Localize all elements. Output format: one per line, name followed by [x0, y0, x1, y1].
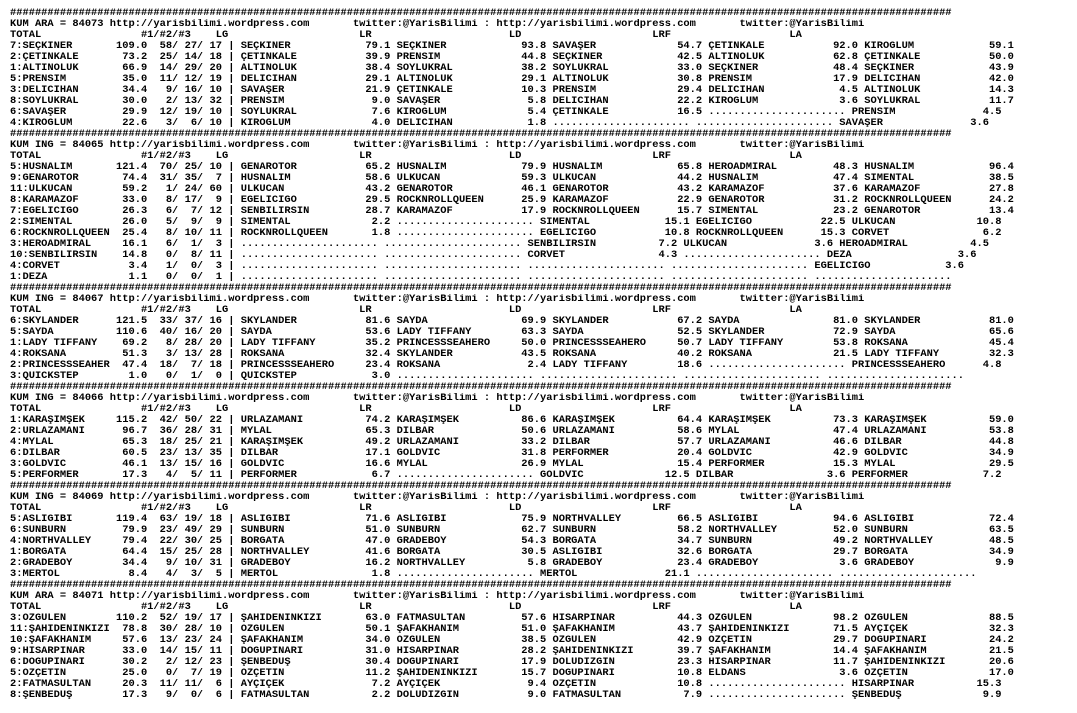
race-header-line: KUM ARA = 84071 http://yarisbilimi.wordpress.com twitter:@YarisBilimi : http://yarisbilimi.wordpress.com twitter:@YarisBilimi [10, 591, 865, 602]
horse-row-line: 6:SAVAŞER 29.9 12/ 19/ 10 | SOYLUKRAL 7.6 KIROĞLUM 5.4 ÇETİNKALE 16.5 ...................... PRENSİM 4.5 [10, 107, 1002, 118]
horse-row-line: 8:SOYLUKRAL 30.0 2/ 13/ 32 | PRENSİM 9.0 SAVAŞER 5.8 DELİCİHAN 22.2 KIROĞLUM 3.6 SOYLUKRAL 11.7 [10, 96, 1014, 107]
horse-row-line: 4:KIROĞLUM 22.6 3/ 6/ 10 | KIROĞLUM 4.0 DELİCİHAN 1.8 ...................... ...................... SAVAŞER 3.6 [10, 118, 989, 129]
horse-row-line: 4:CORVET 3.4 1/ 0/ 3 | ...................... ...................... ...................... ...................... EGELİCİGO 3.6 [10, 261, 965, 272]
horse-row-line: 2:SİMENTAL 26.0 5/ 9/ 9 | SİMENTAL 2.2 ...................... SİMENTAL 15.1 EGELİCİGO 22.5 ÜLKÜCAN 10.8 [10, 217, 1002, 228]
column-header-line: TOTAL #1/#2/#3 LG LR LD LRF LA [10, 305, 802, 316]
horse-row-line: 2:GRADEBOY 34.4 9/ 10/ 31 | GRADEBOY 16.2 NORTHVALLEY 5.8 GRADEBOY 23.4 GRADEBOY 3.6 GRADEBOY 9.9 [10, 558, 1014, 569]
horse-row-line: 5:ASLIGIBI 119.4 63/ 19/ 18 | ASLIGIBI 71.6 ASLIGIBI 75.9 NORTHVALLEY 66.5 ASLIGIBI 94.6 ASLIGIBI 72.4 [10, 514, 1014, 525]
horse-row-line: 10:ŞAFAKHANIM 57.6 13/ 23/ 24 | ŞAFAKHANIM 34.0 ÖZGÜLEN 38.5 ÖZGÜLEN 42.9 ÖZÇETİN 29.7 DOĞUPINARI 24.2 [10, 635, 1014, 646]
horse-row-line: 3:QUICKSTEP 1.0 0/ 1/ 0 | QUICKSTEP 3.0 ...................... ...................... ...................... ...................... [10, 371, 965, 382]
horse-row-line: 2:URLAZAMANI 96.7 36/ 28/ 31 | MYLAL 65.3 DİLBAR 50.6 URLAZAMANI 58.6 MYLAL 47.4 URLAZAMANI 53.8 [10, 426, 1014, 437]
horse-row-line: 10:SENBİLİRSİN 14.8 0/ 8/ 11 | ...................... ...................... CORVET 4.3 ...................... DEZA 3.6 [10, 250, 977, 261]
horse-row-line: 4:MYLAL 65.3 18/ 25/ 21 | KARAŞİMŞEK 49.2 URLAZAMANI 33.2 DİLBAR 57.7 URLAZAMANI 46.6 DİLBAR 44.8 [10, 437, 1014, 448]
horse-row-line: 3:ÖZGÜLEN 110.2 52/ 19/ 17 | ŞAHİDENİNKİZİ 63.0 FATMASULTAN 57.6 HİSARPINAR 44.3 ÖZGÜLEN 98.2 ÖZGÜLEN 88.5 [10, 613, 1014, 624]
horse-row-line: 1:BORGATA 64.4 15/ 25/ 28 | NORTHVALLEY 41.6 BORGATA 30.5 ASLIGIBI 32.6 BORGATA 29.7 BORGATA 34.9 [10, 547, 1014, 558]
horse-row-line: 7:EGELİCİGO 26.3 6/ 7/ 12 | SENBİLİRSİN 28.7 KARAMAZOF 17.9 ROCKNROLLQUEEN 15.7 SİMENTAL 23.2 GENAROTOR 13.4 [10, 206, 1014, 217]
horse-row-line: 6:SUNBURN 79.9 23/ 49/ 29 | SUNBURN 51.0 SUNBURN 62.7 SUNBURN 58.2 NORTHVALLEY 52.0 SUNBURN 63.5 [10, 525, 1014, 536]
horse-row-line: 6:ROCKNROLLQUEEN 25.4 8/ 10/ 11 | ROCKNROLLQUEEN 1.8 ...................... EGELİCİGO 10.8 ROCKNROLLQUEEN 15.3 CORVET 6.2 [10, 228, 1002, 239]
separator-line: ####################################################################################################################################################### [10, 129, 952, 140]
column-header-line: TOTAL #1/#2/#3 LG LR LD LRF LA [10, 404, 802, 415]
horse-row-line: 8:ŞENBEDÜŞ 17.3 9/ 0/ 6 | FATMASULTAN 2.2 DOLUDİZGİN 9.0 FATMASULTAN 7.9 ...................... ŞENBEDÜŞ 9.9 [10, 690, 1002, 701]
race-header-line: KUM ING = 84066 http://yarisbilimi.wordpress.com twitter:@YarisBilimi : http://yarisbilimi.wordpress.com twitter:@YarisBilimi [10, 393, 865, 404]
horse-row-line: 5:SAYDA 110.6 40/ 16/ 20 | SAYDA 53.6 LADY TIFFANY 63.3 SAYDA 52.5 SKYLANDER 72.9 SAYDA 65.6 [10, 327, 1014, 338]
column-header-line: TOTAL #1/#2/#3 LG LR LD LRF LA [10, 503, 802, 514]
separator-line: ####################################################################################################################################################### [10, 283, 952, 294]
horse-row-line: 6:DİLBAR 60.5 23/ 13/ 35 | DİLBAR 17.1 GOLDVIC 31.8 PERFORMER 20.4 GOLDVIC 42.9 GOLDVIC 34.9 [10, 448, 1014, 459]
race-header-line: KUM ARA = 84073 http://yarisbilimi.wordpress.com twitter:@YarisBilimi : http://yarisbilimi.wordpress.com twitter:@YarisBilimi [10, 19, 865, 30]
race-header-line: KUM ING = 84069 http://yarisbilimi.wordpress.com twitter:@YarisBilimi : http://yarisbilimi.wordpress.com twitter:@YarisBilimi [10, 492, 865, 503]
horse-row-line: 3:GOLDVIC 46.1 13/ 15/ 16 | GOLDVIC 16.6 MYLAL 26.9 MYLAL 15.4 PERFORMER 15.3 MYLAL 29.5 [10, 459, 1014, 470]
horse-row-line: 2:PRINCESSSEAHER 47.4 18/ 7/ 18 | PRINCESSSEAHERO 23.4 ROKSANA 2.4 LADY TIFFANY 18.6 ...................... PRINCESSSEAHERO 4.8 [10, 360, 1002, 371]
horse-row-line: 1:ALTINOLUK 66.9 14/ 29/ 20 | ALTINOLUK 38.4 SOYLUKRAL 38.2 SOYLUKRAL 33.0 SEÇKİNER 48.4 SEÇKİNER 43.9 [10, 63, 1014, 74]
separator-line: ####################################################################################################################################################### [10, 382, 952, 393]
horse-row-line: 4:ROKSANA 51.3 3/ 13/ 28 | ROKSANA 32.4 SKYLANDER 43.5 ROKSANA 40.2 ROKSANA 21.5 LADY TIFFANY 32.3 [10, 349, 1014, 360]
horse-row-line: 9:HİSARPINAR 33.0 14/ 15/ 11 | DOĞUPINARI 31.0 HİSARPINAR 28.2 ŞAHİDENİNKİZİ 39.7 ŞAFAKHANIM 14.4 ŞAFAKHANIM 21.5 [10, 646, 1014, 657]
horse-row-line: 3:HEROADMIRAL 16.1 6/ 1/ 3 | ...................... ...................... SENBİLİRSİN 7.2 ÜLKÜCAN 3.6 HEROADMIRAL 4.5 [10, 239, 989, 250]
separator-line: ####################################################################################################################################################### [10, 580, 952, 591]
race-header-line: KUM ING = 84065 http://yarisbilimi.wordpress.com twitter:@YarisBilimi : http://yarisbilimi.wordpress.com twitter:@YarisBilimi [10, 140, 865, 151]
horse-row-line: 9:GENAROTOR 74.4 31/ 35/ 7 | HÜSNALIM 58.6 ÜLKÜCAN 59.3 ÜLKÜCAN 44.2 HÜSNALIM 47.4 SİMENTAL 38.5 [10, 173, 1014, 184]
race-header-line: KUM ING = 84067 http://yarisbilimi.wordpress.com twitter:@YarisBilimi : http://yarisbilimi.wordpress.com twitter:@YarisBilimi [10, 294, 865, 305]
column-header-line: TOTAL #1/#2/#3 LG LR LD LRF LA [10, 602, 802, 613]
horse-row-line: 2:ÇETİNKALE 73.2 25/ 14/ 18 | ÇETİNKALE 39.9 PRENSİM 44.8 SEÇKİNER 42.5 ALTINOLUK 62.8 ÇETİNKALE 50.0 [10, 52, 1014, 63]
horse-row-line: 1:DEZA 1.1 0/ 0/ 1 | ...................... ...................... ...................... ...................... ...................... [10, 272, 952, 283]
horse-row-line: 6:DOĞUPINARI 30.2 2/ 12/ 23 | ŞENBEDÜŞ 30.4 DOĞUPINARI 17.9 DOLUDİZGİN 23.3 HİSARPINAR 11.7 ŞAHİDENİNKİZİ 20.6 [10, 657, 1014, 668]
horse-row-line: 1:KARAŞİMŞEK 115.2 42/ 50/ 22 | URLAZAMANI 74.2 KARAŞİMŞEK 86.6 KARAŞİMŞEK 64.4 KARAŞİMŞEK 73.3 KARAŞİMŞEK 59.0 [10, 415, 1014, 426]
horse-row-line: 8:KARAMAZOF 33.0 8/ 17/ 9 | EGELİCİGO 29.5 ROCKNROLLQUEEN 25.9 KARAMAZOF 22.9 GENAROTOR 31.2 ROCKNROLLQUEEN 24.2 [10, 195, 1014, 206]
horse-row-line: 6:SKYLANDER 121.5 33/ 37/ 16 | SKYLANDER 81.6 SAYDA 69.9 SKYLANDER 67.2 SAYDA 81.0 SKYLANDER 81.0 [10, 316, 1014, 327]
column-header-line: TOTAL #1/#2/#3 LG LR LD LRF LA [10, 151, 802, 162]
horse-row-line: 5:ÖZÇETİN 25.0 0/ 7/ 19 | ÖZÇETİN 11.2 ŞAHİDENİNKİZİ 15.7 DOĞUPINARI 10.8 ELDANS 3.6 ÖZÇETİN 17.0 [10, 668, 1014, 679]
horse-row-line: 11:ŞAHİDENİNKİZİ 78.8 30/ 28/ 10 | ÖZGÜLEN 50.1 ŞAFAKHANIM 51.0 ŞAFAKHANIM 43.7 ŞAHİDENİNKİZİ 71.5 AYÇİÇEK 32.3 [10, 624, 1014, 635]
horse-row-line: 5:PRENSİM 35.0 11/ 12/ 19 | DELİCİHAN 29.1 ALTINOLUK 29.1 ALTINOLUK 30.8 PRENSİM 17.9 DELİCİHAN 42.0 [10, 74, 1014, 85]
horse-row-line: 3:DELİCİHAN 34.4 9/ 16/ 10 | SAVAŞER 21.9 ÇETİNKALE 10.3 PRENSİM 29.4 DELİCİHAN 4.5 ALTINOLUK 14.3 [10, 85, 1014, 96]
horse-row-line: 11:ÜLKÜCAN 59.2 1/ 24/ 60 | ÜLKÜCAN 43.2 GENAROTOR 46.1 GENAROTOR 43.2 KARAMAZOF 37.6 KARAMAZOF 27.8 [10, 184, 1014, 195]
horse-row-line: 3:MERTOL 8.4 4/ 3/ 5 | MERTOL 1.8 ...................... MERTOL 21.1 ...................... ...................... [10, 569, 977, 580]
horse-row-line: 1:LADY TIFFANY 69.2 8/ 28/ 20 | LADY TIFFANY 35.2 PRINCESSSEAHERO 50.0 PRINCESSSEAHERO 50.7 LADY TIFFANY 53.8 ROKSANA 45.4 [10, 338, 1014, 349]
separator-line: ####################################################################################################################################################### [10, 8, 952, 19]
horse-row-line: 4:NORTHVALLEY 79.4 22/ 30/ 25 | BORGATA 47.0 GRADEBOY 54.3 BORGATA 34.7 SUNBURN 49.2 NORTHVALLEY 48.5 [10, 536, 1014, 547]
separator-line: ####################################################################################################################################################### [10, 481, 952, 492]
column-header-line: TOTAL #1/#2/#3 LG LR LD LRF LA [10, 30, 802, 41]
horse-row-line: 2:FATMASULTAN 20.3 11/ 11/ 6 | AYÇİÇEK 7.2 AYÇİÇEK 9.4 ÖZÇETİN 10.8 ...................... HİSARPINAR 15.3 [10, 679, 1002, 690]
horse-row-line: 5:PERFORMER 17.3 4/ 5/ 11 | PERFORMER 6.7 ...................... GOLDVIC 12.5 DİLBAR 3.6 PERFORMER 7.2 [10, 470, 1002, 481]
horse-row-line: 5:HÜSNALIM 121.4 70/ 25/ 10 | GENAROTOR 65.2 HÜSNALIM 79.9 HÜSNALIM 65.8 HEROADMIRAL 48.3 HÜSNALIM 96.4 [10, 162, 1014, 173]
horse-row-line: 7:SEÇKİNER 109.0 58/ 27/ 17 | SEÇKİNER 79.1 SEÇKİNER 93.8 SAVAŞER 54.7 ÇETİNKALE 92.0 KIROĞLUM 59.1 [10, 41, 1014, 52]
